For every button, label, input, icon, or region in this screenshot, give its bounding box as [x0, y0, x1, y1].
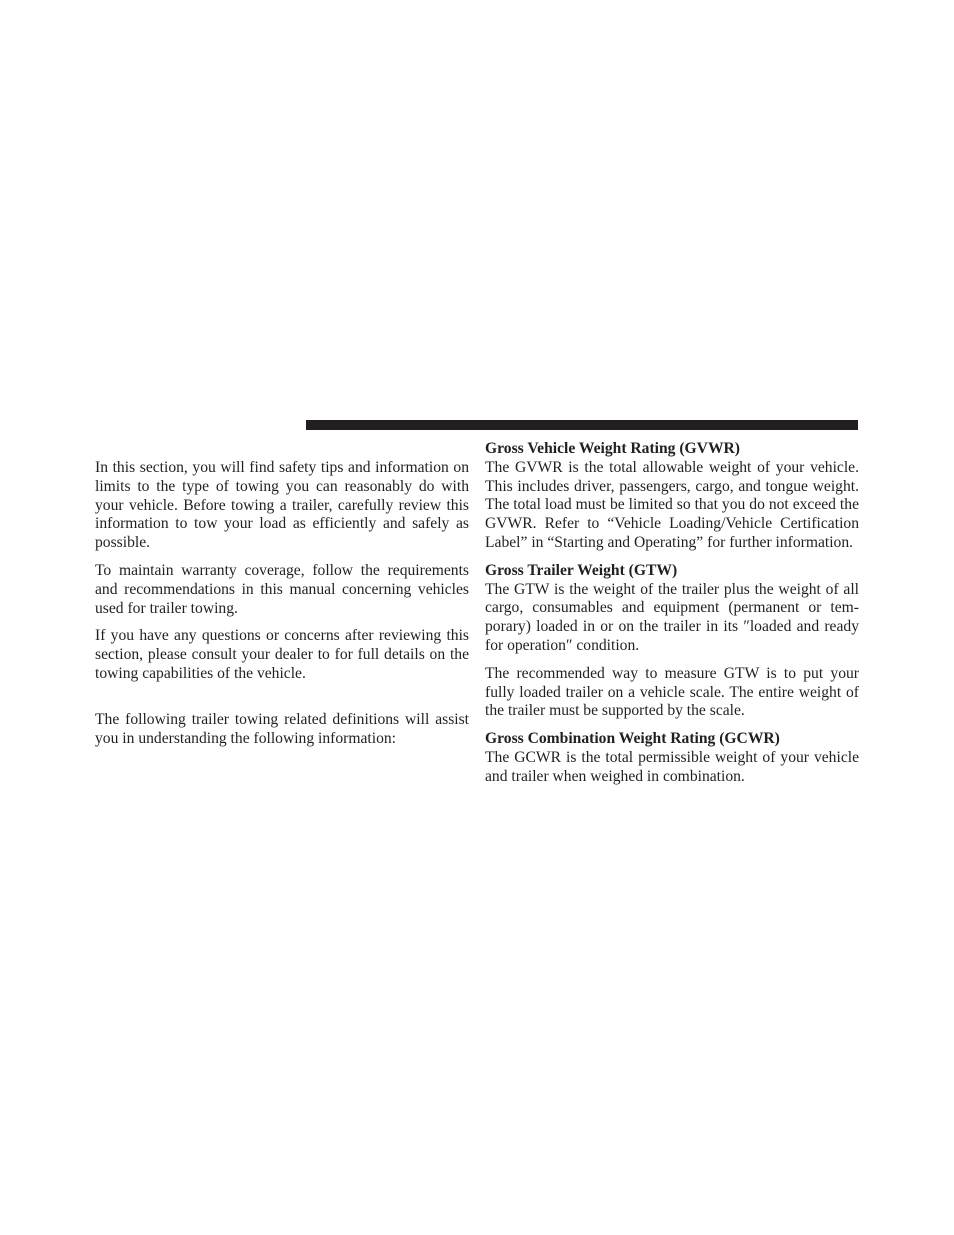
questions-paragraph: If you have any questions or concerns after reviewing this section, please consult your dealer to for full details on the towing capabilities of the vehicle. — [95, 627, 469, 682]
gcwr-paragraph: The GCWR is the total permissible weight of your vehicle and trailer when weighed in combination. — [485, 748, 859, 785]
warranty-paragraph: To maintain warranty coverage, follow the requirements and recommendations in this manual concerning vehicles used for trailer towing. — [95, 561, 469, 617]
gcwr-heading: Gross Combination Weight Rating (GCWR) — [485, 730, 780, 748]
gvwr-paragraph: The GVWR is the total allowable weight of your vehicle. This includes driver, passengers, cargo, and tongue weight. The total load must be limited so that you do not exceed the GVWR. Refer to “Vehicle Loading/Vehicle Certification Label” in “Starting and Operating” for further information. — [485, 458, 859, 551]
right-column — [485, 440, 859, 796]
gvwr-heading: Gross Vehicle Weight Rating (GVWR) — [485, 440, 740, 457]
gtw-paragraph: The GTW is the weight of the trailer plus the weight of all cargo, consumables and equipment (permanent or temporary) loaded in or on the trailer in its ″loaded and ready for operation″ condition. — [485, 580, 859, 654]
section-header-rule — [306, 420, 858, 430]
left-column — [95, 459, 469, 757]
intro-paragraph: In this section, you will find safety tips and information on limits to the type of towing you can reasonably do with your vehicle. Before towing a trailer, carefully review this information to tow your load as efficiently and safely as possible. — [95, 459, 469, 552]
definitions-intro-paragraph: The following trailer towing related definitions will assist you in understanding the following information: — [95, 710, 469, 747]
gtw-heading: Gross Trailer Weight (GTW) — [485, 561, 678, 579]
gtw-measure-paragraph: The recommended way to measure GTW is to put your fully loaded trailer on a vehicle scale. The entire weight of the trailer must be supported by the scale. — [485, 664, 859, 720]
